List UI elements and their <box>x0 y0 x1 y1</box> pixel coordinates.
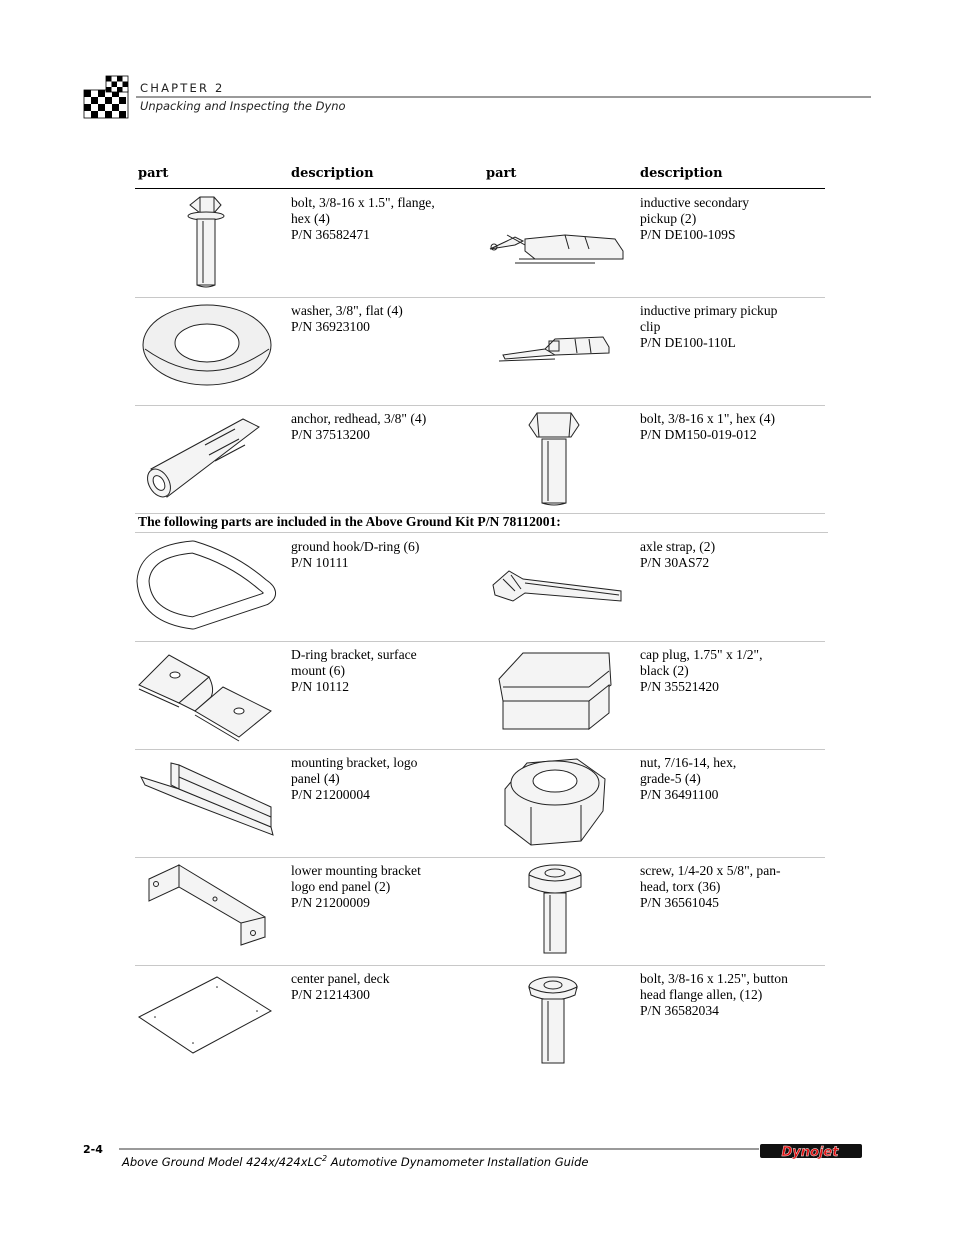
table-row <box>135 533 825 642</box>
footer-rule <box>119 1148 759 1150</box>
part-description: bolt, 3/8-16 x 1.5", flange, hex (4) P/N 36582471 <box>291 195 435 242</box>
part-description: screw, 1/4-20 x 5/8", pan- head, torx (36) P/N 36561045 <box>640 863 781 910</box>
flat-washer-image <box>135 297 285 405</box>
table-row <box>135 189 825 298</box>
checkered-flag-logo <box>82 76 134 120</box>
part-description: inductive primary pickup clip P/N DE100-110L <box>640 303 778 350</box>
part-description: center panel, deck P/N 21214300 <box>291 971 390 1002</box>
svg-text:Dynojet: Dynojet <box>781 1145 839 1160</box>
header-rule <box>136 96 871 98</box>
part-description: cap plug, 1.75" x 1/2", black (2) P/N 35521420 <box>640 647 763 694</box>
part-description: inductive secondary pickup (2) P/N DE100-109S <box>640 195 750 242</box>
button-head-bolt-image <box>485 965 635 1073</box>
part-description: anchor, redhead, 3/8" (4) P/N 37513200 <box>291 411 427 442</box>
part-description: mounting bracket, logo panel (4) P/N 21200004 <box>291 755 418 802</box>
d-ring-bracket-image <box>135 641 285 749</box>
table-row <box>135 405 825 514</box>
part-description: lower mounting bracket logo end panel (2) P/N 21200009 <box>291 863 421 910</box>
lower-mounting-bracket-image <box>135 857 285 965</box>
page-number: 2-4 <box>83 1143 103 1156</box>
chapter-subtitle: Unpacking and Inspecting the Dyno <box>140 99 346 113</box>
axle-strap-image <box>485 533 635 641</box>
part-description: nut, 7/16-14, hex, grade-5 (4) P/N 36491100 <box>640 755 737 802</box>
kit-note: The following parts are included in the Above Ground Kit P/N 78112001: <box>135 514 828 533</box>
part-description: washer, 3/8", flat (4) P/N 36923100 <box>291 303 403 334</box>
hex-nut-image <box>485 749 635 857</box>
redhead-anchor-image <box>135 405 285 513</box>
table-row <box>135 297 825 406</box>
document-title: Above Ground Model 424x/424xLC$^2$ Automotive Dynamometer Installation Guide <box>122 1154 589 1169</box>
inductive-secondary-pickup-image <box>485 189 635 297</box>
center-panel-deck-image <box>135 965 285 1073</box>
part-description: axle strap, (2) P/N 30AS72 <box>640 539 716 570</box>
table-row <box>135 857 825 966</box>
part-description: bolt, 3/8-16 x 1.25", button head flange allen, (12) P/N 36582034 <box>640 971 788 1018</box>
inductive-primary-pickup-image <box>485 297 635 405</box>
cap-plug-image <box>485 641 635 749</box>
col-header-part-2: part <box>486 166 517 181</box>
flange-bolt-image <box>135 189 285 297</box>
d-ring-image <box>135 533 285 641</box>
dynojet-logo <box>760 1140 866 1162</box>
part-description: ground hook/D-ring (6) P/N 10111 <box>291 539 420 570</box>
col-header-description-2: description <box>640 166 723 181</box>
hex-bolt-image <box>485 405 635 513</box>
logo-panel-bracket-image <box>135 749 285 857</box>
table-row <box>135 965 825 1073</box>
table-row <box>135 749 825 858</box>
col-header-description-1: description <box>291 166 374 181</box>
torx-screw-image <box>485 857 635 965</box>
part-description: bolt, 3/8-16 x 1", hex (4) P/N DM150-019-012 <box>640 411 776 442</box>
col-header-part-1: part <box>138 166 169 181</box>
chapter-label: CHAPTER 2 <box>140 81 225 95</box>
table-row <box>135 641 825 750</box>
part-description: D-ring bracket, surface mount (6) P/N 10112 <box>291 647 417 694</box>
